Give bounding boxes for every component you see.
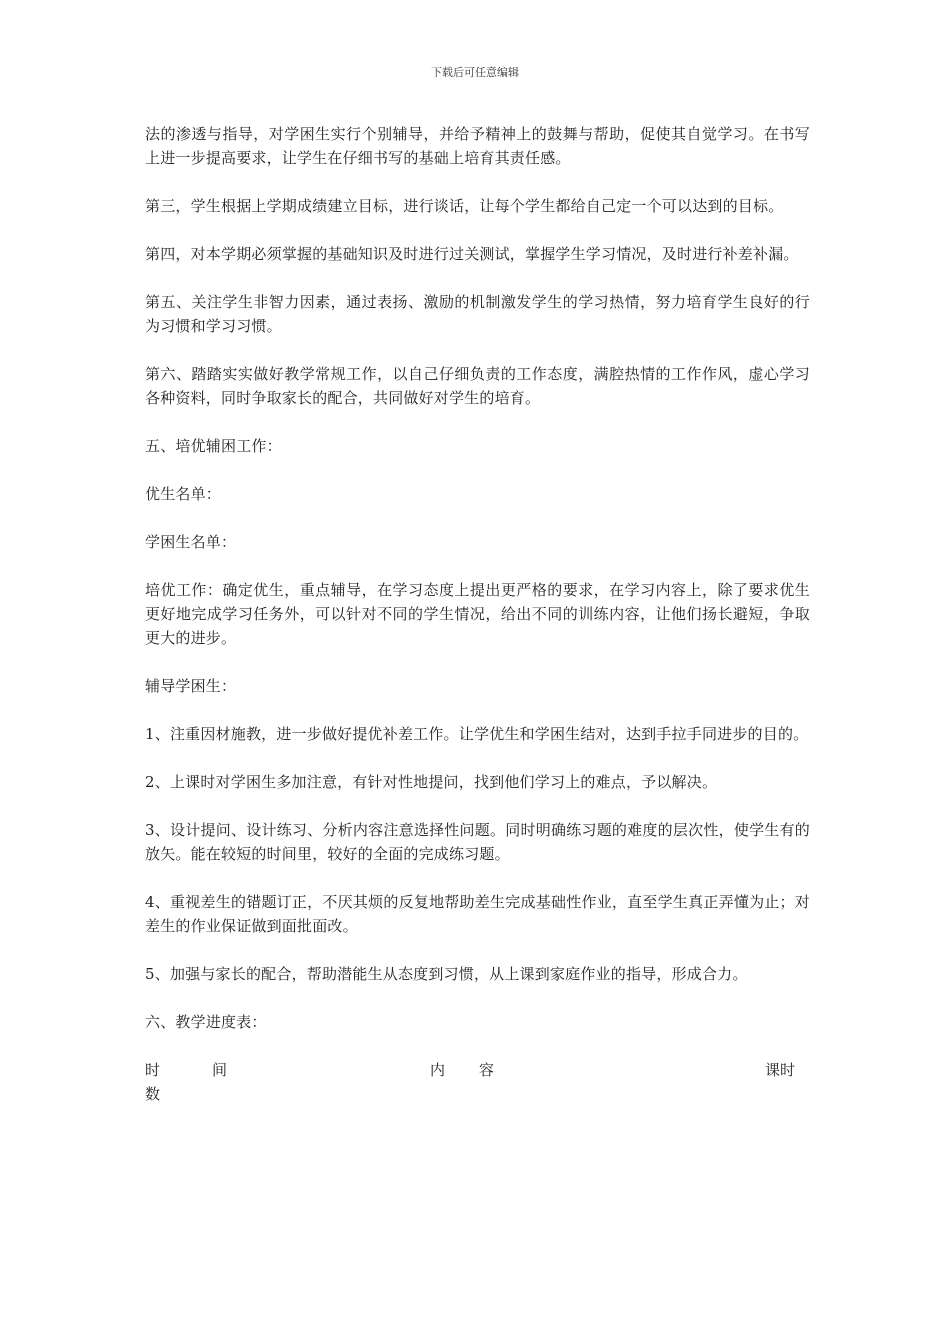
list-item-4: 4、重视差生的错题订正，不厌其烦的反复地帮助差生完成基础性作业，直至学生真正弄懂为止；对差生的作业保证做到面批面改。 — [145, 893, 810, 935]
header-time-char2: 间 — [212, 1061, 228, 1079]
struggling-students-list-label: 学困生名单： — [145, 533, 237, 551]
header-hours-part1: 课时 — [765, 1061, 796, 1079]
header-time-char1: 时 — [145, 1061, 161, 1079]
paragraph-fourth: 第四，对本学期必须掌握的基础知识及时进行过关测试，掌握学生学习情况，及时进行补差补漏。 — [145, 245, 799, 263]
schedule-table-header — [145, 1058, 810, 1106]
paragraph-fifth: 第五、关注学生非智力因素，通过表扬、激励的机制激发学生的学习热情，努力培育学生良好的行为习惯和学习习惯。 — [145, 293, 810, 335]
section-heading-schedule: 六、教学进度表： — [145, 1013, 267, 1031]
document-body — [145, 122, 810, 1106]
header-content-char2: 容 — [479, 1061, 495, 1079]
section-heading-tutoring: 五、培优辅困工作： — [145, 437, 282, 455]
header-hours-part2: 数 — [145, 1085, 161, 1103]
top-students-list-label: 优生名单： — [145, 485, 222, 503]
paragraph-third: 第三，学生根据上学期成绩建立目标，进行谈话，让每个学生都给自己定一个可以达到的目标。 — [145, 197, 784, 215]
list-item-5: 5、加强与家长的配合，帮助潜能生从态度到习惯，从上课到家庭作业的指导，形成合力。 — [145, 965, 748, 983]
page-header-note: 下载后可任意编辑 — [431, 66, 519, 79]
list-item-1: 1、注重因材施教，进一步做好提优补差工作。让学优生和学困生结对，达到手拉手同进步的目的。 — [145, 725, 809, 743]
list-item-2: 2、上课时对学困生多加注意，有针对性地提问，找到他们学习上的难点，予以解决。 — [145, 773, 718, 791]
paragraph-sixth: 第六、踏踏实实做好教学常规工作，以自己仔细负责的工作态度，满腔热情的工作作风，虚心学习各种资料，同时争取家长的配合，共同做好对学生的培育。 — [145, 365, 810, 407]
paragraph-guidance: 法的渗透与指导，对学困生实行个别辅导，并给予精神上的鼓舞与帮助，促使其自觉学习。在书写上进一步提高要求，让学生在仔细书写的基础上培育其责任感。 — [145, 125, 810, 167]
header-content-char1: 内 — [430, 1061, 446, 1079]
list-item-3: 3、设计提问、设计练习、分析内容注意选择性问题。同时明确练习题的难度的层次性，使学生有的放矢。能在较短的时间里，较好的全面的完成练习题。 — [145, 821, 810, 863]
paragraph-top-student-work: 培优工作：确定优生，重点辅导，在学习态度上提出更严格的要求，在学习内容上，除了要求优生更好地完成学习任务外，可以针对不同的学生情况，给出不同的训练内容，让他们扬长避短，争取更大的进步。 — [145, 581, 810, 647]
subheading-tutor-struggling: 辅导学困生： — [145, 677, 237, 695]
